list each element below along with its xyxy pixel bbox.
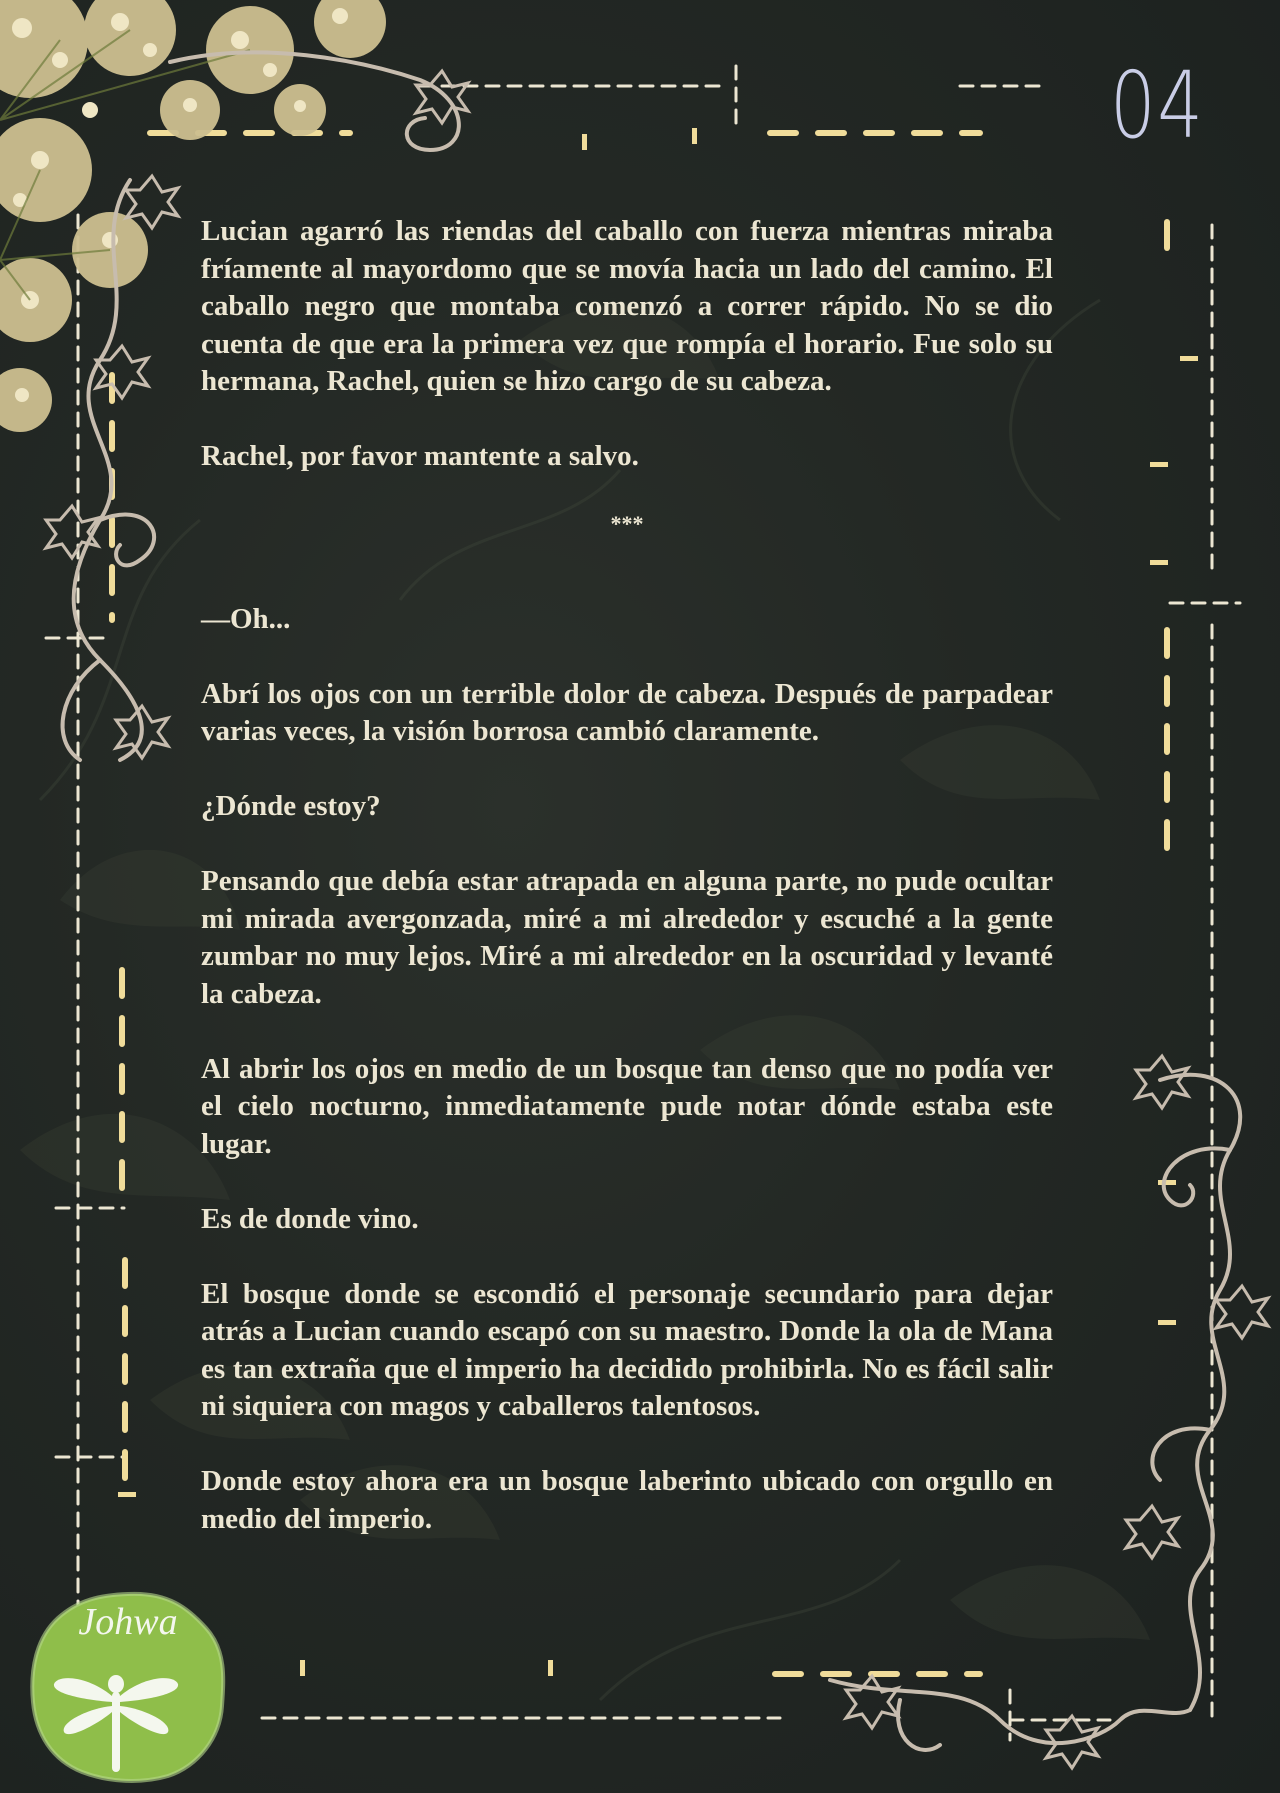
scene-separator: *** — [610, 511, 644, 536]
page-number: 04 — [1110, 52, 1205, 159]
logo-text: Johwa — [78, 1601, 178, 1643]
paragraph: Abrí los ojos con un terrible dolor de cabeza. Después de parpadear varias veces, la visión borrosa cambió claramente. — [201, 677, 1053, 747]
paragraph: Donde estoy ahora era un bosque laberinto ubicado con orgullo en medio del imperio. — [201, 1465, 1053, 1535]
paragraph: Rachel, por favor mantente a salvo. — [201, 440, 639, 472]
paragraph: —Oh... — [201, 602, 291, 635]
paragraph: Es de donde vino. — [201, 1202, 419, 1235]
paragraph: El bosque donde se escondió el personaje secundario para dejar atrás a Lucian cuando escapó con su maestro. Donde la ola de Mana es tan extraña que el imperio ha decidido prohibirla. No es fácil salir ni siquiera con magos y caballeros talentosos. — [201, 1277, 1053, 1422]
paragraph: Al abrir los ojos en medio de un bosque tan denso que no podía ver el cielo nocturno, inmediatamente pude notar dónde estaba este lugar. — [201, 1052, 1053, 1160]
paragraph: Lucian agarró las riendas del caballo con fuerza mientras miraba fríamente al mayordomo que se movía hacia un lado del camino. El caballo negro que montaba comenzó a correr rápido. No se dio cuenta de que era la primera vez que rompía el horario. Fue solo su hermana, Rachel, quien se hizo cargo de su cabeza. — [201, 215, 1053, 397]
paragraph: ¿Dónde estoy? — [201, 790, 381, 822]
story-text — [201, 213, 1053, 1576]
paragraph: Pensando que debía estar atrapada en alguna parte, no pude ocultar mi mirada avergonzada, miré a mi alrededor y escuché a la gente zumbar no muy lejos. Miré a mi alrededor en la oscuridad y levanté la cabeza. — [201, 865, 1053, 1010]
